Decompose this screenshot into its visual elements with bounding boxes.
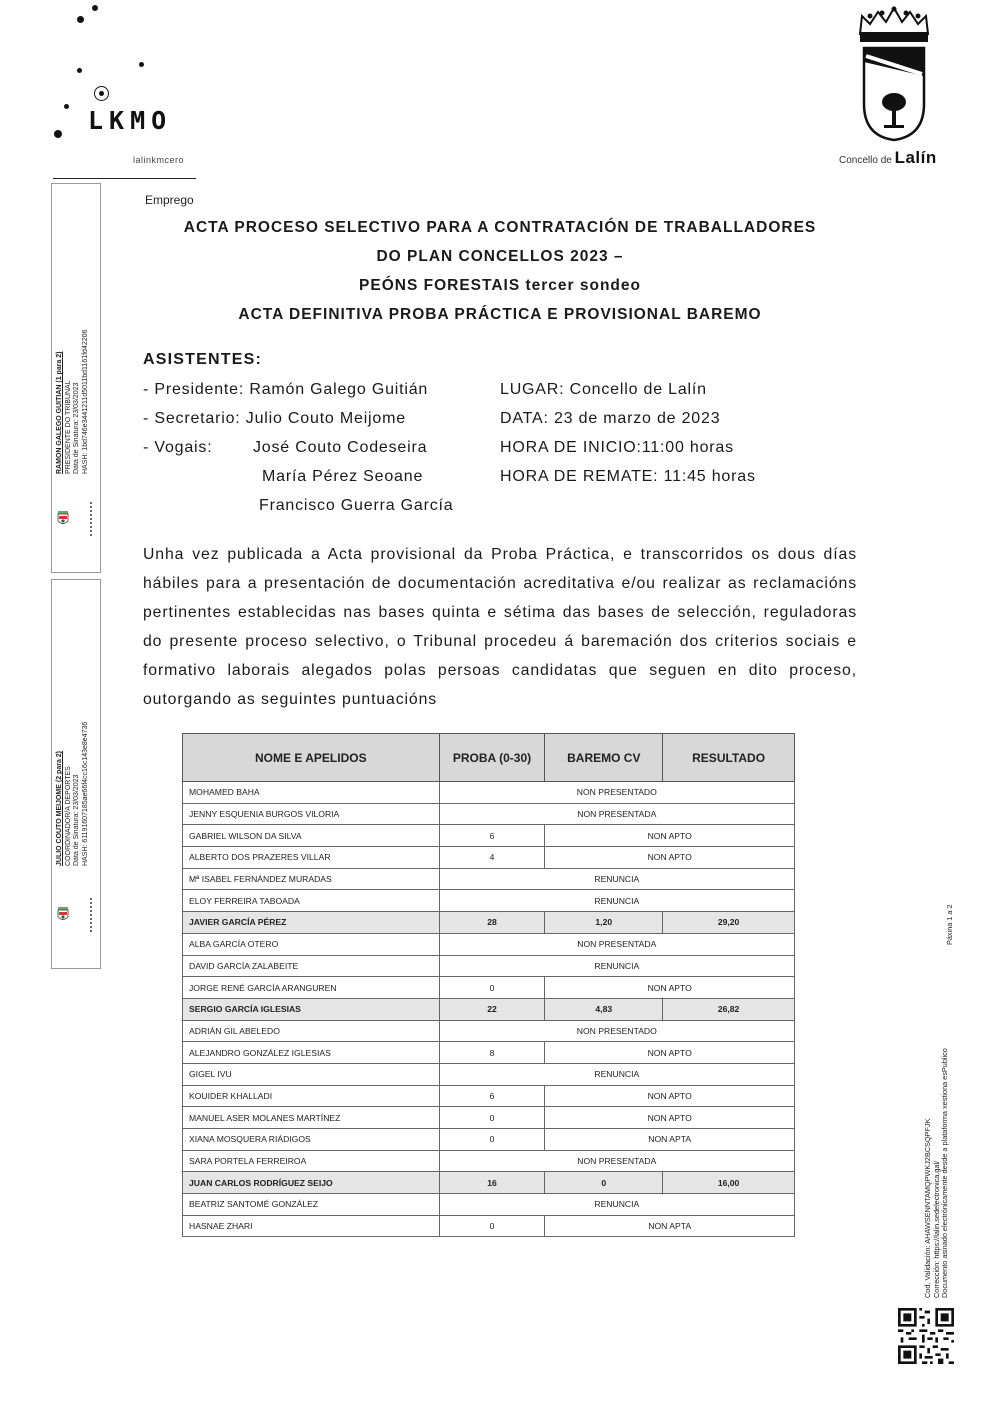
cell-resultado: 26,82 bbox=[663, 998, 795, 1020]
cell-name: SERGIO GARCÍA IGLESIAS bbox=[183, 998, 440, 1020]
signature-text-1: RAMON GALEGO GUITIAN (1 para 2) PRESIDENTE DO TRIBUNAL Data de Sinatura: 23/03/2023 HASH: 1bd746e3441211d5011bd1161fd42206 bbox=[56, 329, 89, 474]
cell-status: NON APTO bbox=[545, 1042, 795, 1064]
table-row bbox=[183, 955, 795, 977]
cell-status: NON PRESENTADA bbox=[439, 933, 794, 955]
table-row bbox=[183, 933, 795, 955]
table-row bbox=[183, 1215, 795, 1237]
table-row bbox=[183, 1129, 795, 1151]
attendee-members-label: - Vogais: bbox=[143, 439, 213, 456]
cell-status: NON APTA bbox=[545, 1215, 795, 1237]
table-row bbox=[183, 1172, 795, 1194]
results-table bbox=[182, 733, 795, 1237]
table-row bbox=[183, 998, 795, 1020]
logo-text: LKMO bbox=[88, 106, 173, 135]
cell-name: JAVIER GARCÍA PÉREZ bbox=[183, 912, 440, 934]
table-row bbox=[183, 782, 795, 804]
table-row bbox=[183, 890, 795, 912]
signature-text-2: JULIO COUTO MEIJOME (2 para 2) COORDINADOR/A DEPORTES Data de Sinatura: 23/03/2023 HASH: 61191607185ae66f4cc16c143e8e4736 bbox=[56, 721, 89, 866]
cell-name: SARA PORTELA FERREIROA bbox=[183, 1150, 440, 1172]
cell-proba: 22 bbox=[439, 998, 545, 1020]
title-line-1: ACTA PROCESO SELECTIVO PARA A CONTRATACIÓN DE TRABALLADORES bbox=[183, 219, 817, 236]
cell-status: NON PRESENTADO bbox=[439, 782, 794, 804]
cell-name: KOUIDER KHALLADI bbox=[183, 1085, 440, 1107]
section-label: Emprego bbox=[145, 193, 194, 207]
meeting-start: HORA DE INICIO:11:00 horas bbox=[500, 439, 734, 456]
table-row bbox=[183, 847, 795, 869]
signature-crest-icon bbox=[57, 510, 69, 526]
table-row bbox=[183, 825, 795, 847]
cell-name: JENNY ESQUENIA BURGOS VILORIA bbox=[183, 803, 440, 825]
cell-status: RENUNCIA bbox=[439, 1194, 794, 1216]
attendee-secretary: - Secretario: Julio Couto Meijome bbox=[143, 410, 406, 427]
meeting-place: LUGAR: Concello de Lalín bbox=[500, 381, 707, 398]
cell-status: NON PRESENTADO bbox=[439, 1020, 794, 1042]
cell-proba: 0 bbox=[439, 1107, 545, 1129]
cell-status: RENUNCIA bbox=[439, 1063, 794, 1085]
title-line-4: ACTA DEFINITIVA PROBA PRÁCTICA E PROVISIONAL BAREMO bbox=[238, 306, 762, 323]
logo-subtitle: lalinkmcero bbox=[133, 155, 185, 165]
cell-status: NON APTO bbox=[545, 1107, 795, 1129]
cell-status: NON APTO bbox=[545, 1085, 795, 1107]
cell-status: NON APTO bbox=[545, 977, 795, 999]
cell-proba: 28 bbox=[439, 912, 545, 934]
cell-name: BEATRIZ SANTOMÉ GONZÁLEZ bbox=[183, 1194, 440, 1216]
cell-status: NON APTA bbox=[545, 1129, 795, 1151]
cell-name: JUAN CARLOS RODRÍGUEZ SEIJO bbox=[183, 1172, 440, 1194]
cell-name: ADRIÁN GIL ABELEDO bbox=[183, 1020, 440, 1042]
signature-crest-icon bbox=[57, 906, 69, 922]
cell-name: HASNAE ZHARI bbox=[183, 1215, 440, 1237]
title-line-2: DO PLAN CONCELLOS 2023 – bbox=[376, 248, 624, 265]
signature-stamp-dots bbox=[90, 502, 94, 536]
attendee-member-2: María Pérez Seoane bbox=[262, 468, 424, 485]
results-table-body bbox=[183, 782, 795, 1237]
cell-status: RENUNCIA bbox=[439, 890, 794, 912]
attendee-member-1: José Couto Codeseira bbox=[253, 439, 428, 456]
cell-baremo: 0 bbox=[545, 1172, 663, 1194]
signature-stamp-dots bbox=[90, 898, 94, 932]
col-header-proba: PROBA (0-30) bbox=[439, 734, 545, 782]
cell-name: Mª ISABEL FERNÁNDEZ MURADAS bbox=[183, 868, 440, 890]
cell-name: MANUEL ASER MOLANES MARTÍNEZ bbox=[183, 1107, 440, 1129]
table-row bbox=[183, 1020, 795, 1042]
cell-status: NON APTO bbox=[545, 847, 795, 869]
cell-name: ALEJANDRO GONZÁLEZ IGLESIAS bbox=[183, 1042, 440, 1064]
header-divider bbox=[53, 178, 196, 179]
validation-text: Cod. Validación: AHAWSENNTAMQPWKJ2BCSQPFJK Corrección: https://lalin.sedelectronica.gal/ Documento asinado electrónicamente desde a plataforma xestiona esPublico bbox=[923, 1048, 950, 1298]
table-row bbox=[183, 803, 795, 825]
cell-proba: 6 bbox=[439, 825, 545, 847]
col-header-resultado: RESULTADO bbox=[663, 734, 795, 782]
cell-name: JORGE RENÉ GARCÍA ARANGUREN bbox=[183, 977, 440, 999]
meeting-end: HORA DE REMATE: 11:45 horas bbox=[500, 468, 756, 485]
col-header-name: NOME E APELIDOS bbox=[183, 734, 440, 782]
cell-status: NON PRESENTADA bbox=[439, 803, 794, 825]
body-paragraph: Unha vez publicada a Acta provisional da Proba Práctica, e transcorridos os dous días hábiles para a presentación de documentación acreditativa e/ou realizar as reclamacións pertinentes establecidas nas bases quinta e sétima das bases de selección, reguladoras do presente proceso selectivo, o Tribunal procedeu á baremación dos criterios sociais e formativo laborais alegados polas persoas candidatas que seguen en dito proceso, outorgando as seguintes puntuacións bbox=[143, 546, 857, 708]
attendee-member-3: Francisco Guerra García bbox=[259, 497, 454, 514]
cell-name: GABRIEL WILSON DA SILVA bbox=[183, 825, 440, 847]
signature-box-2 bbox=[51, 579, 101, 969]
title-line-3: PEÓNS FORESTAIS tercer sondeo bbox=[359, 277, 641, 294]
cell-status: RENUNCIA bbox=[439, 868, 794, 890]
meeting-date: DATA: 23 de marzo de 2023 bbox=[500, 410, 721, 427]
cell-resultado: 16,00 bbox=[663, 1172, 795, 1194]
cell-status: NON PRESENTADA bbox=[439, 1150, 794, 1172]
table-row bbox=[183, 912, 795, 934]
cell-proba: 0 bbox=[439, 1129, 545, 1151]
table-header-row bbox=[183, 734, 795, 782]
cell-proba: 6 bbox=[439, 1085, 545, 1107]
table-row bbox=[183, 1042, 795, 1064]
table-row bbox=[183, 868, 795, 890]
table-row bbox=[183, 977, 795, 999]
table-row bbox=[183, 1194, 795, 1216]
cell-name: GIGEL IVU bbox=[183, 1063, 440, 1085]
cell-name: MOHAMED BAHA bbox=[183, 782, 440, 804]
cell-resultado: 29,20 bbox=[663, 912, 795, 934]
table-row bbox=[183, 1107, 795, 1129]
lalin-crest-icon bbox=[852, 4, 936, 144]
cell-status: RENUNCIA bbox=[439, 955, 794, 977]
cell-status: NON APTO bbox=[545, 825, 795, 847]
cell-baremo: 4,83 bbox=[545, 998, 663, 1020]
cell-name: XIANA MOSQUERA RIÁDIGOS bbox=[183, 1129, 440, 1151]
cell-name: ALBERTO DOS PRAZERES VILLAR bbox=[183, 847, 440, 869]
page-number: Páxina 1 a 2 bbox=[945, 904, 954, 945]
table-row bbox=[183, 1085, 795, 1107]
cell-name: ELOY FERREIRA TABOADA bbox=[183, 890, 440, 912]
table-row bbox=[183, 1063, 795, 1085]
cell-proba: 8 bbox=[439, 1042, 545, 1064]
attendee-president: - Presidente: Ramón Galego Guitián bbox=[143, 381, 429, 398]
cell-proba: 16 bbox=[439, 1172, 545, 1194]
cell-name: ALBA GARCÍA OTERO bbox=[183, 933, 440, 955]
cell-name: DAVID GARCÍA ZALABEITE bbox=[183, 955, 440, 977]
qr-code-icon bbox=[898, 1308, 954, 1364]
signature-box-1 bbox=[51, 183, 101, 573]
table-row bbox=[183, 1150, 795, 1172]
cell-proba: 4 bbox=[439, 847, 545, 869]
crest-label: Concello de Lalín bbox=[839, 148, 937, 167]
cell-baremo: 1,20 bbox=[545, 912, 663, 934]
attendees-heading: ASISTENTES: bbox=[143, 351, 262, 368]
cell-proba: 0 bbox=[439, 1215, 545, 1237]
col-header-baremo: BAREMO CV bbox=[545, 734, 663, 782]
cell-proba: 0 bbox=[439, 977, 545, 999]
